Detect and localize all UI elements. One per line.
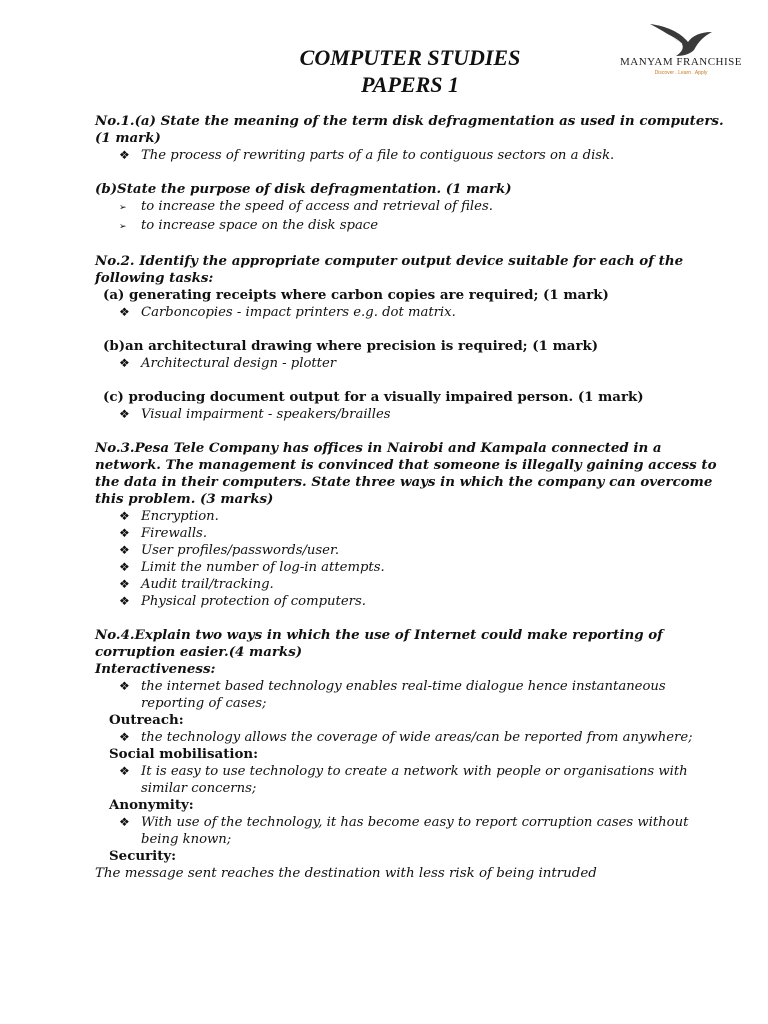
answer-item: ❖ Limit the number of log-in attempts. [119, 560, 385, 575]
document-title [230, 44, 590, 98]
q1a-question: No.1.(a) State the meaning of the term disk defragmentation as used in computers. (1 mark) [95, 113, 724, 146]
arrow-bullet-icon: ➢ [119, 203, 127, 213]
diamond-bullet-icon: ❖ [119, 815, 130, 829]
answer-item: ❖ With use of the technology, it has become easy to report corruption cases without being known; [119, 815, 689, 847]
q2b-label: (b)an architectural drawing where precision is required; (1 mark) [103, 338, 599, 354]
answer-item: ❖ the technology allows the coverage of wide areas/can be reported from anywhere; [119, 730, 693, 745]
diamond-bullet-icon: ❖ [119, 764, 130, 778]
answer-item: ❖ Architectural design - plotter [119, 356, 337, 371]
interactiveness-heading: Interactiveness: [95, 661, 216, 677]
security-text: The message sent reaches the destination with less risk of being intruded [95, 866, 597, 881]
answer-item: ❖ the internet based technology enables real-time dialogue hence instantaneous reporting of cases; [119, 679, 666, 711]
q2a-label: (a) generating receipts where carbon copies are required; (1 mark) [103, 287, 609, 303]
diamond-bullet-icon: ❖ [119, 305, 130, 319]
answer-item: ❖ Visual impairment - speakers/brailles [119, 407, 391, 422]
security-heading: Security: [109, 848, 177, 864]
answer-item: ➢ to increase space on the disk space [95, 217, 725, 236]
answer-item: ❖ Encryption. [119, 509, 219, 524]
title-line-2: PAPERS 1 [360, 72, 459, 97]
diamond-bullet-icon: ❖ [119, 526, 130, 540]
answer-item: ❖ It is easy to use technology to create a network with people or organisations with similar concerns; [119, 764, 688, 796]
diamond-bullet-icon: ❖ [119, 730, 130, 744]
diamond-bullet-icon: ❖ [119, 543, 130, 557]
social-mobilisation-heading: Social mobilisation: [109, 746, 259, 762]
diamond-bullet-icon: ❖ [119, 509, 130, 523]
title-line-1: COMPUTER STUDIES [299, 45, 521, 70]
answer-item: ❖ The process of rewriting parts of a file to contiguous sectors on a disk. [119, 148, 615, 163]
answer-item: ❖ Physical protection of computers. [119, 594, 366, 609]
diamond-bullet-icon: ❖ [119, 560, 130, 574]
outreach-heading: Outreach: [109, 712, 184, 728]
answer-item: ❖ Audit trail/tracking. [119, 577, 274, 592]
q1b-question: (b)State the purpose of disk defragmentation. (1 mark) [95, 181, 512, 197]
anonymity-heading: Anonymity: [109, 797, 194, 813]
eagle-icon [646, 20, 716, 60]
answer-item: ➢ to increase the speed of access and retrieval of files. [95, 198, 725, 217]
answer-item: ❖ User profiles/passwords/user. [119, 543, 340, 558]
logo-brand-name: MANYAM FRANCHISE [620, 56, 742, 68]
answer-item: ❖ Firewalls. [119, 526, 208, 541]
diamond-bullet-icon: ❖ [119, 679, 130, 693]
diamond-bullet-icon: ❖ [119, 407, 130, 421]
diamond-bullet-icon: ❖ [119, 577, 130, 591]
q4-question: No.4.Explain two ways in which the use of Internet could make reporting of corruption easier.(4 marks) [95, 627, 663, 660]
document-body [95, 113, 725, 882]
diamond-bullet-icon: ❖ [119, 356, 130, 370]
arrow-bullet-icon: ➢ [119, 222, 127, 232]
q2-question: No.2. Identify the appropriate computer output device suitable for each of the following tasks: [95, 253, 684, 286]
logo-tagline: Discover . Learn . Apply [654, 70, 708, 76]
diamond-bullet-icon: ❖ [119, 148, 130, 162]
answer-item: ❖ Carboncopies - impact printers e.g. dot matrix. [119, 305, 456, 320]
q2c-label: (c) producing document output for a visually impaired person. (1 mark) [103, 389, 644, 405]
q3-question: No.3.Pesa Tele Company has offices in Nairobi and Kampala connected in a network. The management is convinced that someone is illegally gaining access to the data in their computers. State three ways in which the company can overcome this problem. (3 marks) [95, 440, 717, 507]
franchise-logo [606, 20, 756, 82]
diamond-bullet-icon: ❖ [119, 594, 130, 608]
